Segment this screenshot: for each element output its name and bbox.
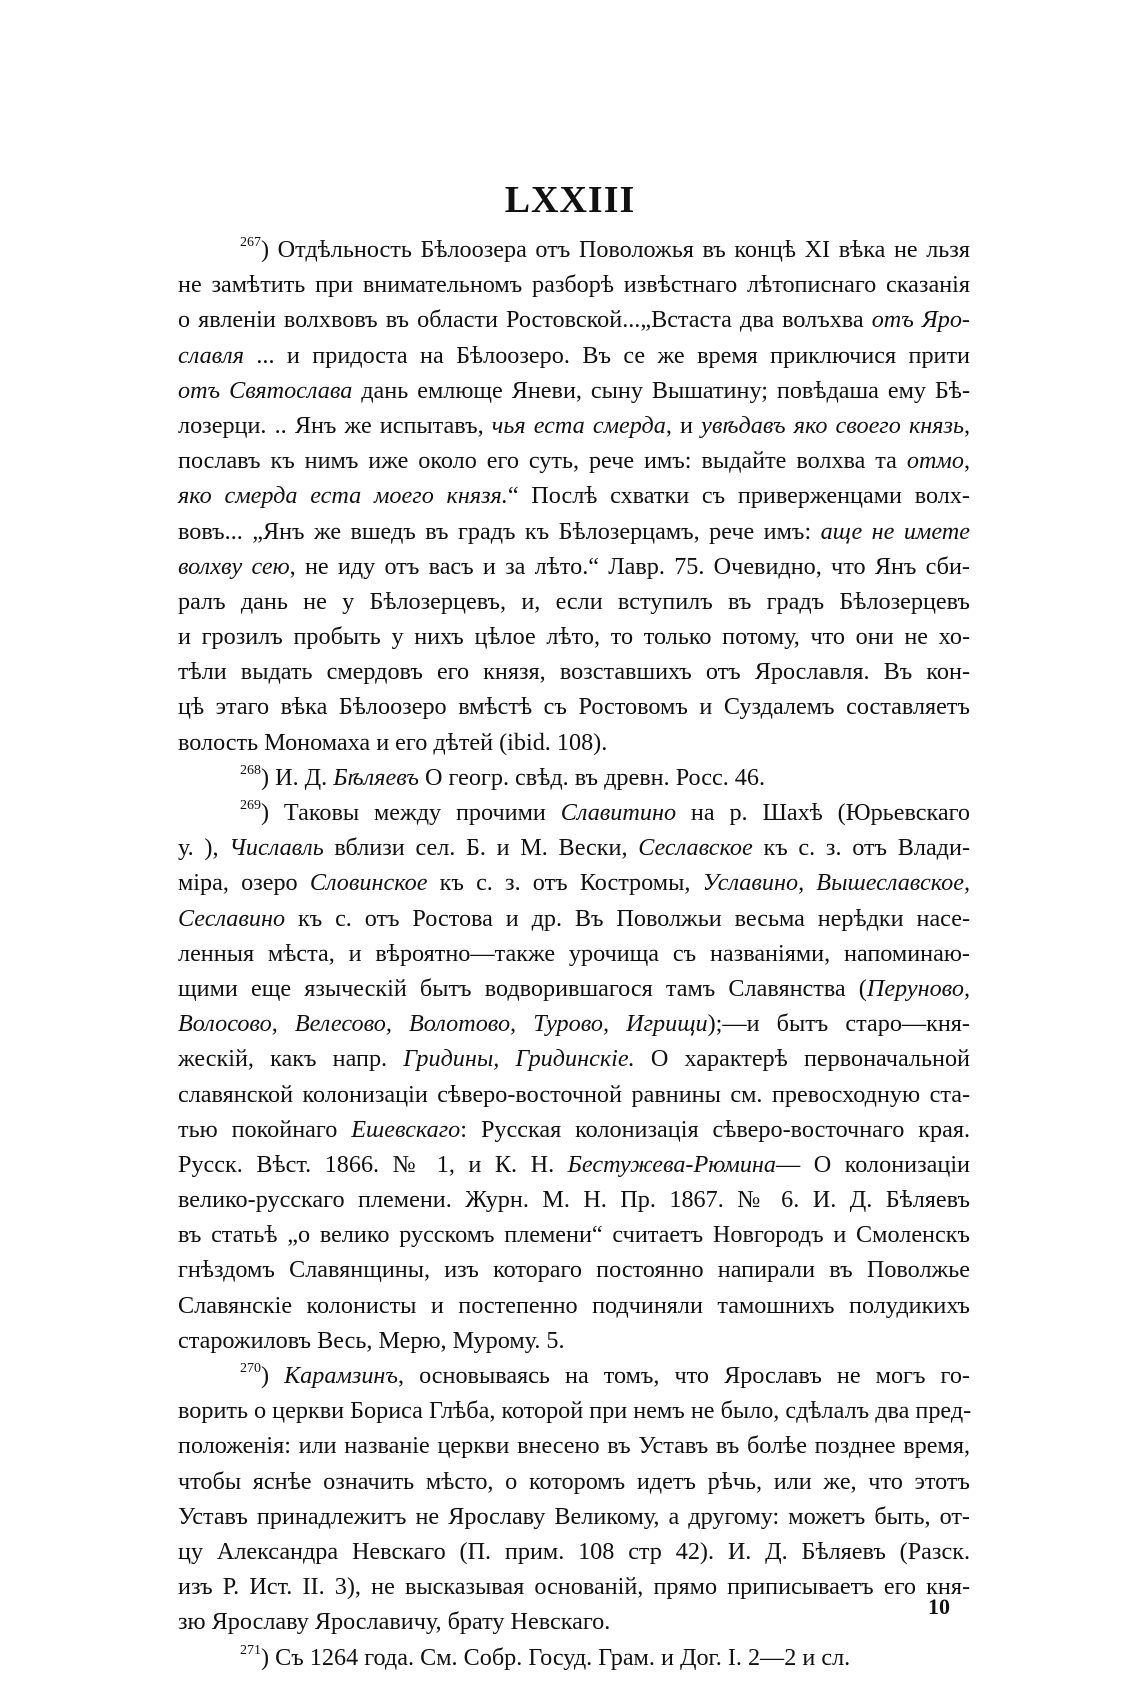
- text-run: Отдѣльность Бѣлоозера отъ Поволожья въ концѣ XI вѣка не льзя: [277, 236, 970, 263]
- italic-text: чья еста смерда: [491, 411, 666, 439]
- footnote-line: [178, 1464, 970, 1499]
- footnote-number: 269: [240, 798, 261, 813]
- footnote-line: [178, 549, 970, 584]
- footnote-line: [178, 1569, 970, 1604]
- text-run: къ с. з. отъ Костромы,: [427, 869, 703, 897]
- footnote-line: [178, 1041, 970, 1076]
- footnote-first-line: [178, 232, 970, 267]
- text-run: славянской колонизаціи сѣверо-восточной равнины см. превосходную ста-: [178, 1080, 970, 1108]
- text-run: ленныя мѣста, и вѣроятно—также урочища съ названіями, напоминаю-: [178, 939, 970, 967]
- text-run: зю Ярославу Ярославичу, брату Невскаго.: [178, 1608, 611, 1636]
- italic-text: Славитино: [560, 799, 677, 826]
- footnote-number: 271: [240, 1642, 261, 1658]
- footnote-number-paren: ): [261, 763, 276, 791]
- text-run: Таковы между прочими: [283, 799, 561, 826]
- text-run: міра, озеро: [178, 869, 310, 897]
- footnote-line: [178, 443, 970, 478]
- footnote-line: [178, 1252, 970, 1287]
- text-run: къ с. з. отъ Влади-: [752, 834, 970, 862]
- italic-text: волхву сею: [178, 552, 290, 580]
- footnote-line: [178, 865, 970, 900]
- text-run: у. ),: [178, 834, 230, 862]
- italic-text: Гридины, Гридинскіе.: [403, 1045, 635, 1073]
- text-run: Уставъ принадлежитъ не Ярославу Великому, а другому: можетъ быть, от-: [178, 1502, 970, 1530]
- text-run: О геогр. свѣд. въ древн. Росс. 46.: [418, 763, 766, 791]
- footnote-line: [178, 373, 970, 408]
- footnote-first-line: [178, 1358, 970, 1393]
- italic-text: увѣдавъ яко своего князь: [701, 411, 964, 439]
- footnotes-body: [178, 232, 970, 1675]
- footnote-line: [178, 1288, 970, 1323]
- text-run: дань емлюще Яневи, сыну Вышатину; повѣдаша ему Бѣ-: [352, 376, 970, 404]
- italic-text: отъ Яро-: [871, 306, 970, 334]
- text-run: ,: [963, 411, 971, 439]
- footnote-line: [178, 1534, 970, 1569]
- text-run: ралъ дань не у Бѣлозерцевъ, и, если вступилъ въ градъ Бѣлозерцевъ: [178, 587, 970, 615]
- footnote-line: [178, 654, 970, 689]
- text-run: гнѣздомъ Славянщины, изъ котораго постоянно напирали въ Поволжье: [178, 1256, 970, 1284]
- text-run: щими еще языческій бытъ водворившагося тамъ Славянства (: [178, 974, 867, 1002]
- text-run: Славянскіе колонисты и постепенно подчиняли тамошнихъ полудикихъ: [178, 1291, 970, 1319]
- footnote-line: [178, 338, 970, 373]
- italic-text: Сеславское: [638, 834, 753, 862]
- footnote-line: [178, 971, 970, 1006]
- footnote-line: [178, 689, 970, 724]
- text-run: , не иду отъ васъ и за лѣто.“ Лавр. 75. Очевидно, что Янъ сби-: [289, 552, 970, 580]
- footnote-line: [178, 267, 970, 302]
- page-header-roman-numeral: LXXIII: [504, 179, 636, 221]
- text-run: изъ Р. Ист. II. 3), не высказывая основаній, прямо приписываетъ его кня-: [178, 1573, 970, 1601]
- footnote-number-paren: ): [261, 799, 284, 826]
- text-run: цу Александра Невскаго (П. прим. 108 стр 42). И. Д. Бѣляевъ (Разск.: [178, 1537, 970, 1565]
- footnote-line: [178, 1428, 970, 1463]
- italic-text: Бѣляевъ: [333, 763, 419, 791]
- footnote-line: [178, 584, 970, 619]
- footnote-number-paren: ): [261, 1643, 276, 1671]
- footnote-line: [178, 1499, 970, 1534]
- text-run: И. Д.: [275, 763, 334, 791]
- footnote-line: [178, 514, 970, 549]
- footnote-first-line: [178, 1640, 970, 1675]
- text-run: “ Послѣ схватки съ приверженцами волх-: [507, 482, 970, 510]
- footnote-line: [178, 1147, 970, 1182]
- text-run: въ статьѣ „о велико русскомъ племени“ считаетъ Новгородъ и Смоленскъ: [178, 1221, 970, 1249]
- text-run: ... и придоста на Бѣлоозеро. Въ се же время приключися прити: [243, 341, 970, 369]
- footnote-number-paren: ): [261, 236, 278, 263]
- footnote-line: [178, 1323, 970, 1358]
- text-run: на р. Шахѣ (Юрьевскаго: [676, 799, 970, 826]
- text-run: тѣли выдать смердовъ его князя, возставшихъ отъ Ярославля. Въ кон-: [178, 658, 970, 686]
- text-run: вовъ... „Янъ же вшедъ въ градъ къ Бѣлозерцамъ, рече имъ:: [178, 517, 821, 545]
- text-run: велико-русскаго племени. Журн. М. Н. Пр. 1867. № 6. И. Д. Бѣляевъ: [178, 1186, 970, 1214]
- footnote-line: [178, 725, 970, 760]
- footnote-number-paren: ): [261, 1362, 285, 1389]
- text-run: Съ 1264 года. См. Собр. Госуд. Грам. и Дог. I. 2—2 и сл.: [275, 1643, 851, 1671]
- text-run: старожиловъ Весь, Мерю, Мурому. 5.: [178, 1326, 565, 1354]
- footnote-first-line: [178, 760, 970, 795]
- footnote-line: [178, 936, 970, 971]
- italic-text: отмо: [906, 447, 964, 475]
- text-run: );—и бытъ старо—кня-: [707, 1010, 970, 1038]
- footnote-line: [178, 1393, 970, 1428]
- text-run: вблизи сел. Б. и М. Вески,: [323, 834, 639, 862]
- text-run: цѣ этаго вѣка Бѣлоозеро вмѣстѣ съ Ростовомъ и Суздалемъ составляетъ: [178, 693, 970, 721]
- text-run: ,: [963, 447, 970, 475]
- footnote-line: [178, 830, 970, 865]
- footnote-number: 268: [240, 762, 261, 778]
- text-run: , основываясь на томъ, что Ярославъ не могъ го-: [397, 1362, 970, 1389]
- text-run: не замѣтить при внимательномъ разборѣ извѣстнаго лѣтописнаго сказанія: [178, 271, 970, 299]
- text-run: , и: [665, 411, 702, 439]
- text-run: о явленіи волхвовъ въ области Ростовской...„Встаста два волъхва: [178, 306, 872, 334]
- italic-text: Бестужева-Рюмина: [567, 1150, 777, 1178]
- footnote-number: 270: [240, 1361, 261, 1376]
- text-run: жескій, какъ напр.: [178, 1045, 404, 1073]
- text-run: пославъ къ нимъ иже около его суть, рече имъ: выдайте волхва та: [178, 447, 907, 475]
- italic-text: Ешевскаго: [351, 1115, 461, 1143]
- text-run: лозерци. .. Янъ же испытавъ,: [178, 411, 492, 439]
- text-run: Русск. Вѣст. 1866. № 1, и К. Н.: [178, 1150, 568, 1178]
- italic-text: Словинское: [309, 869, 428, 897]
- italic-text: Перуново,: [866, 974, 970, 1002]
- italic-text: отъ Святослава: [178, 376, 353, 404]
- text-run: положенія: или названіе церкви внесено въ Уставъ въ болѣе позднее время,: [178, 1432, 970, 1460]
- text-run: къ с. отъ Ростова и др. Въ Поволжьи весьма нерѣдки насе-: [285, 904, 970, 932]
- italic-text: Сеславино: [178, 904, 286, 932]
- footnote-line: [178, 901, 970, 936]
- footnote-first-line: [178, 795, 970, 830]
- italic-text: Волосово, Велесово, Волотово, Турово, Игрищи: [178, 1010, 708, 1038]
- footnote-line: [178, 1112, 970, 1147]
- footnote-line: [178, 408, 970, 443]
- footnote-line: [178, 1077, 970, 1112]
- footnote-line: [178, 1604, 970, 1639]
- footnote-line: [178, 619, 970, 654]
- text-run: ворить о церкви Бориса Глѣба, которой при немъ не было, сдѣлалъ два пред-: [178, 1397, 972, 1425]
- text-run: и грозилъ пробыть у нихъ цѣлое лѣто, то только потому, что они не хо-: [178, 623, 970, 651]
- text-run: тью покойнаго: [178, 1115, 352, 1143]
- italic-text: яко смерда еста моего князя.: [178, 482, 508, 510]
- footnote-number: 267: [240, 235, 261, 250]
- italic-text: Числавль: [229, 834, 324, 862]
- footnote-line: [178, 478, 970, 513]
- italic-text: Карамзинъ: [284, 1362, 398, 1389]
- footnote-line: [178, 1217, 970, 1252]
- footnote-line: [178, 302, 970, 337]
- footnote-line: [178, 1006, 970, 1041]
- text-run: О характерѣ первоначальной: [634, 1045, 970, 1073]
- italic-text: славля: [178, 341, 244, 369]
- italic-text: Уславино, Вышеславское,: [702, 869, 970, 897]
- text-run: : Русская колонизація сѣверо-восточнаго края.: [460, 1115, 970, 1143]
- page-folio-number: 10: [928, 1594, 950, 1619]
- text-run: волость Мономаха и его дѣтей (ibid. 108).: [178, 728, 608, 756]
- text-run: — О колонизаціи: [776, 1150, 970, 1178]
- footnote-line: [178, 1182, 970, 1217]
- text-run: чтобы яснѣе означить мѣсто, о которомъ идетъ рѣчь, или же, что этотъ: [178, 1467, 970, 1495]
- italic-text: аще не имете: [820, 517, 970, 545]
